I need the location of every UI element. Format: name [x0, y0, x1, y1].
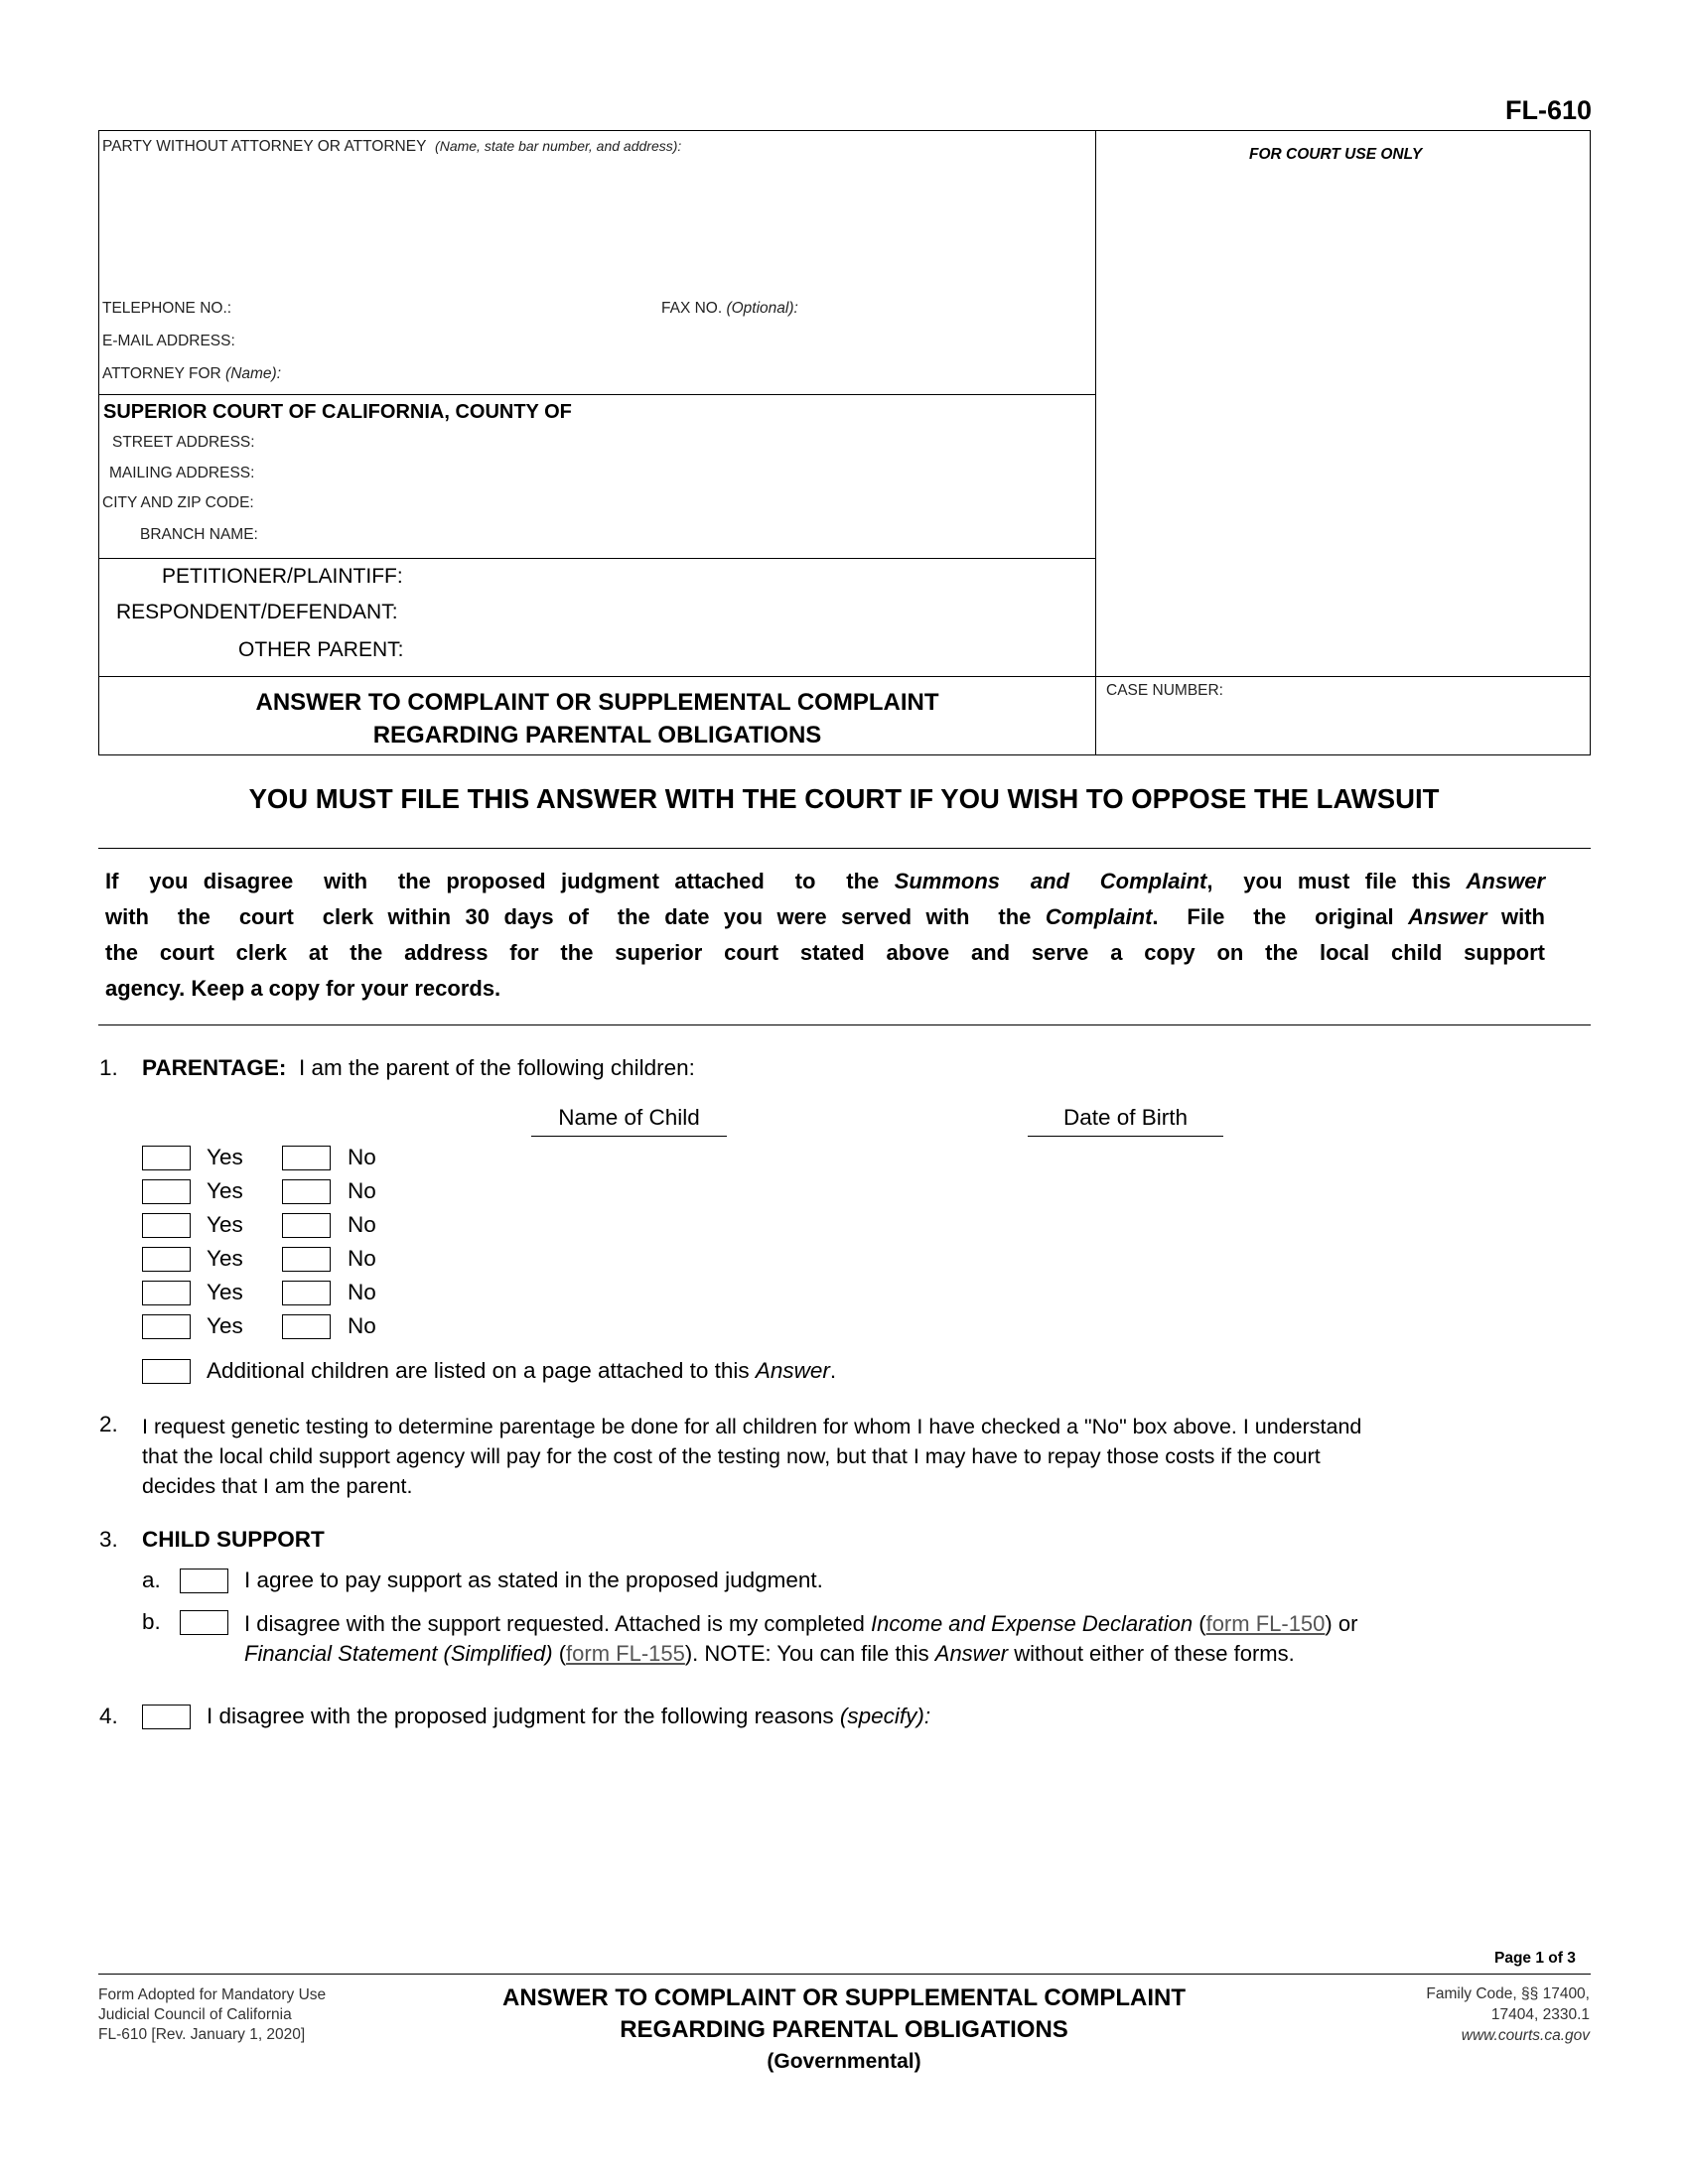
item4-text: I disagree with the proposed judgment for the following reasons (specify): [207, 1704, 931, 1728]
court-title: SUPERIOR COURT OF CALIFORNIA, COUNTY OF [103, 401, 572, 423]
item3a-text: I agree to pay support as stated in the proposed judgment. [244, 1568, 823, 1592]
no-checkbox-6[interactable] [282, 1314, 331, 1339]
reasons-area[interactable] [207, 1739, 1587, 1918]
agree-support-checkbox[interactable] [180, 1569, 228, 1593]
item3a-letter: a. [142, 1568, 161, 1592]
street-label: STREET ADDRESS: [112, 434, 255, 451]
footer-adopted: Form Adopted for Mandatory Use Judicial Council of California FL-610 [Rev. January 1, 2020] [98, 1986, 327, 2043]
yes-checkbox-3[interactable] [142, 1213, 191, 1238]
yes-label: Yes [207, 1178, 243, 1203]
form-fl150-link[interactable]: form FL-150 [1205, 1611, 1326, 1636]
yes-checkbox-2[interactable] [142, 1179, 191, 1204]
other-parent-label: OTHER PARENT: [238, 638, 404, 661]
item3-heading: CHILD SUPPORT [142, 1527, 325, 1552]
no-checkbox-1[interactable] [282, 1146, 331, 1170]
col-name-of-child: Name of Child [558, 1105, 700, 1130]
fax-label: FAX NO. (Optional): [661, 300, 798, 317]
col-date-of-birth: Date of Birth [1062, 1105, 1189, 1130]
no-label: No [348, 1246, 376, 1271]
footer-title: ANSWER TO COMPLAINT OR SUPPLEMENTAL COMPLAINT REGARDING PARENTAL OBLIGATIONS (Governmental) [502, 1984, 1186, 2073]
form-number: FL-610 [1505, 95, 1593, 125]
email-label: E-MAIL ADDRESS: [102, 333, 235, 349]
city-label: CITY AND ZIP CODE: [102, 494, 254, 511]
no-label: No [348, 1212, 376, 1237]
additional-children-label: Additional children are listed on a page attached to this Answer. [207, 1358, 837, 1383]
courts-website[interactable]: www.courts.ca.gov [1461, 2027, 1590, 2044]
for-court-use: FOR COURT USE ONLY [1249, 146, 1423, 163]
additional-children-checkbox[interactable] [142, 1359, 191, 1384]
item1-number: 1. [99, 1055, 118, 1080]
petitioner-label: PETITIONER/PLAINTIFF: [162, 565, 403, 588]
item2-number: 2. [99, 1412, 118, 1436]
no-checkbox-3[interactable] [282, 1213, 331, 1238]
no-label: No [348, 1313, 376, 1338]
page-number: Page 1 of 3 [1494, 1950, 1576, 1967]
yes-checkbox-1[interactable] [142, 1146, 191, 1170]
branch-label: BRANCH NAME: [140, 526, 258, 543]
item2-text: I request genetic testing to determine parentage be done for all children for whom I have checked a "No" box above. I understand that the local child support agency will pay for the cost of the testing now, but that I may have to repay those costs if the court decides that I am the parent. [142, 1415, 1362, 1498]
rule-footer [98, 1974, 1591, 1975]
item4-number: 4. [99, 1704, 118, 1728]
respondent-label: RESPONDENT/DEFENDANT: [116, 601, 398, 623]
no-checkbox-5[interactable] [282, 1281, 331, 1305]
form-fl155-link[interactable]: form FL-155 [566, 1641, 685, 1666]
item1-heading: PARENTAGE: I am the parent of the following children: [142, 1055, 695, 1080]
form-title: ANSWER TO COMPLAINT OR SUPPLEMENTAL COMPLAINT REGARDING PARENTAL OBLIGATIONS [255, 689, 939, 749]
rule-instructions-top [98, 848, 1591, 849]
item3-number: 3. [99, 1527, 118, 1552]
yes-label: Yes [207, 1280, 243, 1304]
col-name-underline [531, 1136, 727, 1137]
yes-label: Yes [207, 1212, 243, 1237]
warning-text: YOU MUST FILE THIS ANSWER WITH THE COURT IF YOU WISH TO OPPOSE THE LAWSUIT [248, 783, 1440, 814]
telephone-label: TELEPHONE NO.: [102, 300, 232, 317]
rule-court [98, 394, 1096, 395]
footer-code: Family Code, §§ 17400, 17404, 2330.1 www.courts.ca.gov [1426, 1985, 1590, 2044]
disagree-judgment-checkbox[interactable] [142, 1705, 191, 1729]
rule-parties [98, 558, 1096, 559]
no-checkbox-2[interactable] [282, 1179, 331, 1204]
rule-title [98, 676, 1591, 677]
item3b-letter: b. [142, 1609, 161, 1634]
yes-checkbox-6[interactable] [142, 1314, 191, 1339]
attorney-for-label: ATTORNEY FOR (Name): [102, 365, 282, 382]
yes-label: Yes [207, 1313, 243, 1338]
party-label: PARTY WITHOUT ATTORNEY OR ATTORNEY (Name, state bar number, and address): [102, 138, 682, 155]
case-number-label: CASE NUMBER: [1106, 682, 1223, 699]
col-dob-underline [1028, 1136, 1223, 1137]
yes-label: Yes [207, 1246, 243, 1271]
no-label: No [348, 1178, 376, 1203]
yes-checkbox-4[interactable] [142, 1247, 191, 1272]
yes-label: Yes [207, 1145, 243, 1169]
no-checkbox-4[interactable] [282, 1247, 331, 1272]
yes-checkbox-5[interactable] [142, 1281, 191, 1305]
caption-divider [1095, 130, 1096, 755]
instructions: If you disagree with the proposed judgment attached to the Summons and Complaint, you must file this Answer with the court clerk within 30 days of the date you were served with the Complaint. File the original Answer with the court clerk at the address for the superior court stated above and serve a copy on the local child support agency. Keep a copy for your records. [105, 869, 1546, 1001]
no-label: No [348, 1280, 376, 1304]
mailing-label: MAILING ADDRESS: [109, 465, 255, 481]
no-label: No [348, 1145, 376, 1169]
rule-instructions-bottom [98, 1024, 1591, 1025]
item3b-text: I disagree with the support requested. Attached is my completed Income and Expense Declaration (form FL-150) or Financial Statement (Simplified) (form FL-155). NOTE: You can file this Answer without either of these forms. [244, 1611, 1358, 1666]
disagree-support-checkbox[interactable] [180, 1610, 228, 1635]
